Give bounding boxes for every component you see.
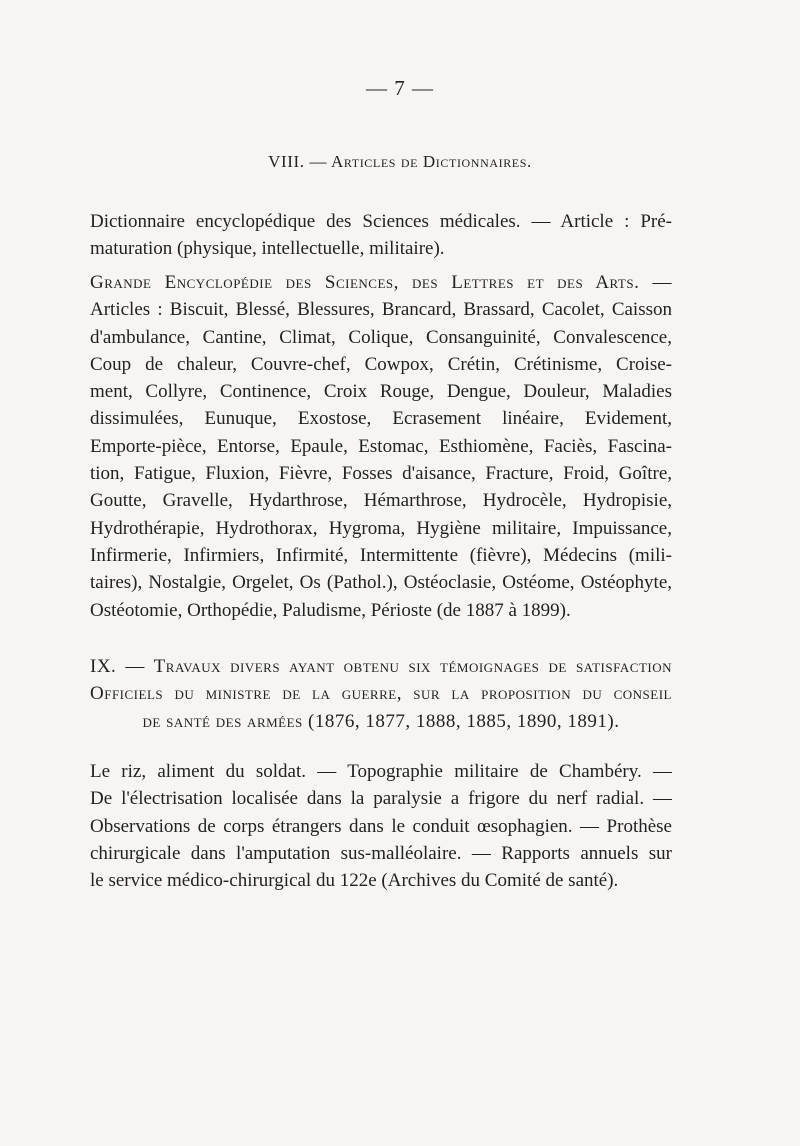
text-line: De l'électrisation localisée dans la paralysie a frigore du nerf radial. — bbox=[90, 788, 672, 810]
text-line: IX. — Travaux divers ayant obtenu six témoignages de satisfaction bbox=[90, 656, 672, 677]
travaux-divers-paragraph bbox=[90, 758, 672, 894]
text-line: le service médico-chirurgical du 122e (Archives du Comité de santé). bbox=[90, 870, 619, 892]
text-line: Coup de chaleur, Couvre-chef, Cowpox, Crétin, Crétinisme, Croise- bbox=[90, 353, 672, 375]
section-viii-heading: VIII. — Articles de Dictionnaires. bbox=[268, 152, 532, 171]
text-line: Infirmerie, Infirmiers, Infirmité, Intermittente (fièvre), Médecins (mili- bbox=[90, 544, 672, 566]
text-line: Emporte-pièce, Entorse, Epaule, Estomac, Esthiomène, Faciès, Fascina- bbox=[90, 435, 672, 457]
text-line: d'ambulance, Cantine, Climat, Colique, Consanguinité, Convalescence, bbox=[90, 326, 672, 348]
text-line: Hydrothérapie, Hydrothorax, Hygroma, Hygiène militaire, Impuissance, bbox=[90, 517, 672, 539]
text-line: dissimulées, Eunuque, Exostose, Ecrasement linéaire, Evidement, bbox=[90, 408, 672, 430]
text-line: tion, Fatigue, Fluxion, Fièvre, Fosses d'aisance, Fracture, Froid, Goître, bbox=[90, 463, 672, 485]
text-line: Observations de corps étrangers dans le conduit œsophagien. — Prothèse bbox=[90, 815, 672, 837]
text-line: taires), Nostalgie, Orgelet, Os (Pathol.), Ostéoclasie, Ostéome, Ostéophyte, bbox=[90, 572, 672, 594]
grande-encyclopedie-paragraph bbox=[90, 269, 672, 624]
page-number: — 7 — bbox=[366, 76, 434, 100]
section-ix-heading bbox=[90, 653, 672, 735]
text-line: Dictionnaire encyclopédique des Sciences médicales. — Article : Pré- bbox=[90, 211, 672, 232]
text-line: Ostéotomie, Orthopédie, Paludisme, Périoste (de 1887 à 1899). bbox=[90, 599, 571, 621]
text-line: Goutte, Gravelle, Hydarthrose, Hémarthrose, Hydrocèle, Hydropisie, bbox=[90, 490, 672, 512]
text-line: Le riz, aliment du soldat. — Topographie militaire de Chambéry. — bbox=[90, 761, 672, 782]
text-line: chirurgicale dans l'amputation sus-malléolaire. — Rapports annuels sur bbox=[90, 842, 672, 864]
text-line: maturation (physique, intellectuelle, militaire). bbox=[90, 238, 445, 260]
dictionnaire-encyclopedique-paragraph bbox=[90, 208, 672, 263]
text-line: ment, Collyre, Continence, Croix Rouge, Dengue, Douleur, Maladies bbox=[90, 381, 672, 403]
text-line: de santé des armées (1876, 1877, 1888, 1885, 1890, 1891). bbox=[142, 710, 620, 732]
text-line: Officiels du ministre de la guerre, sur la proposition du conseil bbox=[90, 683, 672, 705]
text-line: Grande Encyclopédie des Sciences, des Lettres et des Arts. — bbox=[90, 272, 672, 293]
text-line: Articles : Biscuit, Blessé, Blessures, Brancard, Brassard, Cacolet, Caisson bbox=[90, 299, 672, 321]
